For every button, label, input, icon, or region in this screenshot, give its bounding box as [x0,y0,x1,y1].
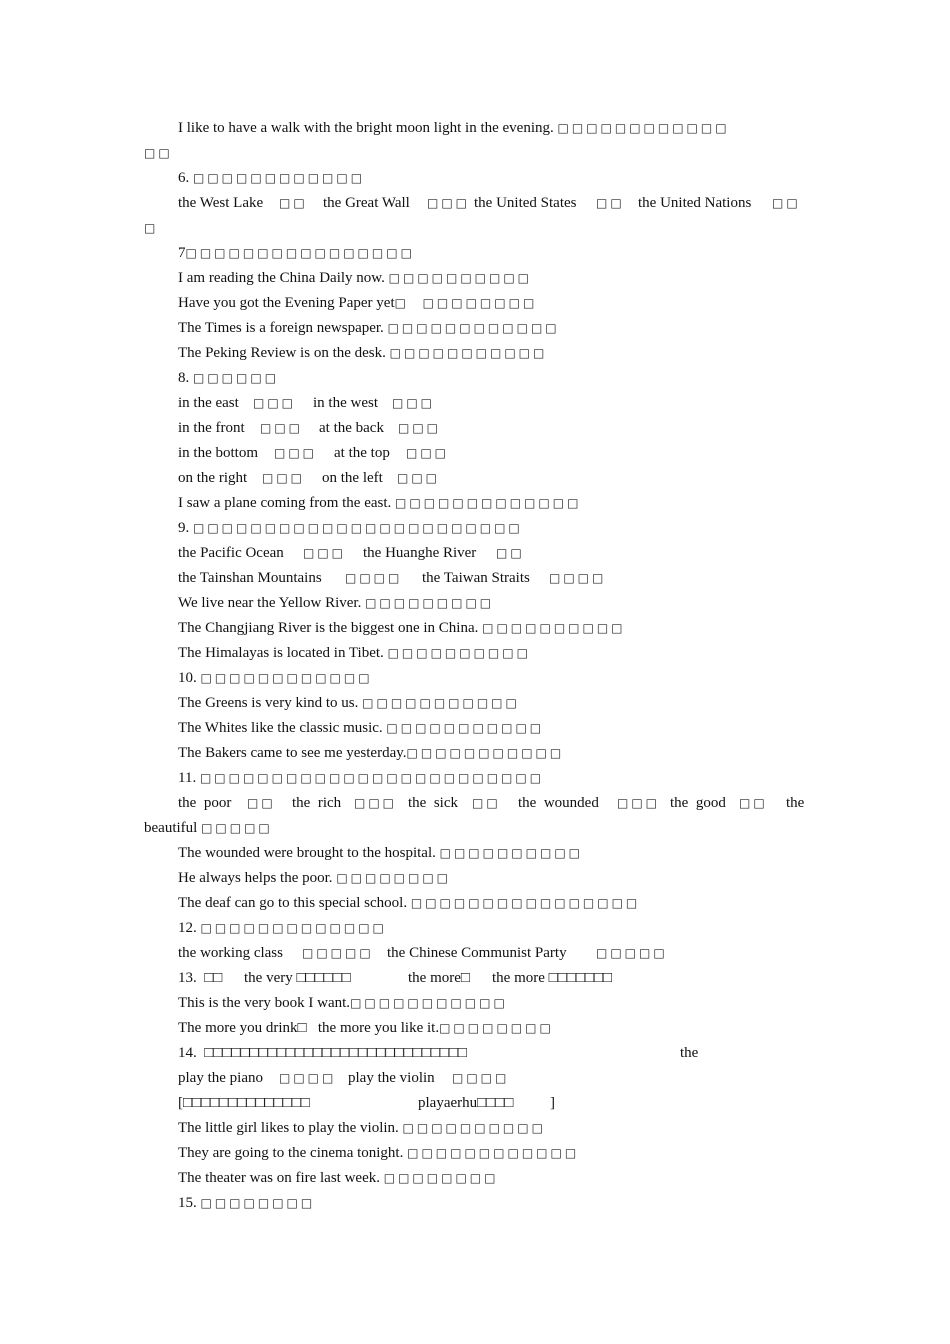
text-line: The little girl likes to play the violin. □□□□□□□□□□ [178,1120,546,1136]
text-line: 13. □□ the very □□□□□□ the more□ the more □□□□□□□ [178,970,613,986]
text-line: The Whites like the classic music. □□□□□□□□□□□ [178,720,545,736]
text-line: Have you got the Evening Paper yet□ □□□□□□□□ [178,295,538,311]
text-line: The theater was on fire last week. □□□□□□□□ [178,1170,499,1186]
text-line: the working class □□□□□ the Chinese Communist Party □□□□□ [178,945,668,961]
text-line: 9. □□□□□□□□□□□□□□□□□□□□□□□ [178,520,523,536]
text-line: The Greens is very kind to us. □□□□□□□□□□□ [178,695,520,711]
text-line: The Bakers came to see me yesterday.□□□□□□□□□□□ [178,745,565,761]
text-line: in the east □□□ in the west □□□ [178,395,436,411]
text-line: play the piano □□□□ play the violin □□□□ [178,1070,510,1086]
text-line: beautiful □□□□□ [144,820,273,836]
text-line: the Tainshan Mountains □□□□ the Taiwan Straits □□□□ [178,570,607,586]
text-line: 12. □□□□□□□□□□□□□ [178,920,387,936]
text-line: the Pacific Ocean □□□ the Huanghe River □□ [178,545,525,561]
text-line: The wounded were brought to the hospital. □□□□□□□□□□ [178,845,583,861]
text-line: I saw a plane coming from the east. □□□□□□□□□□□□□ [178,495,582,511]
text-line: The deaf can go to this special school. □□□□□□□□□□□□□□□□ [178,895,641,911]
text-line: The Himalayas is located in Tibet. □□□□□□□□□□ [178,645,531,661]
text-line: in the bottom □□□ at the top □□□ [178,445,450,461]
text-line: 11. □□□□□□□□□□□□□□□□□□□□□□□□ [178,770,545,786]
text-line: The Times is a foreign newspaper. □□□□□□□□□□□□ [178,320,560,336]
text-line: I am reading the China Daily now. □□□□□□□□□□ [178,270,533,286]
text-line: The more you drink□ the more you like it.□□□□□□□□ [178,1020,554,1036]
text-line: □□ [144,146,173,160]
text-line: [□□□□□□□□□□□□□□ playaerhu□□□□ ] [178,1095,555,1111]
text-line: The Changjiang River is the biggest one in China. □□□□□□□□□□ [178,620,626,636]
text-line: in the front □□□ at the back □□□ [178,420,442,436]
text-line: the poor □□ the rich □□□ the sick □□ the wounded □□□ the good □□ the [178,795,805,811]
text-line: 8. □□□□□□ [178,370,280,386]
text-line: This is the very book I want.□□□□□□□□□□□ [178,995,508,1011]
text-line: He always helps the poor. □□□□□□□□ [178,870,452,886]
text-line: I like to have a walk with the bright moon light in the evening. □□□□□□□□□□□□ [178,120,730,136]
text-line: 7□□□□□□□□□□□□□□□□ [178,245,415,261]
text-line: 15. □□□□□□□□ [178,1195,316,1211]
text-line: on the right □□□ on the left □□□ [178,470,441,486]
text-line: They are going to the cinema tonight. □□□□□□□□□□□□ [178,1145,580,1161]
text-line: 6. □□□□□□□□□□□□ [178,170,366,186]
text-line: □ [144,221,159,235]
text-line: The Peking Review is on the desk. □□□□□□□□□□□ [178,345,548,361]
text-line: 10. □□□□□□□□□□□□ [178,670,373,686]
text-line: We live near the Yellow River. □□□□□□□□□ [178,595,495,611]
text-line: 14. □□□□□□□□□□□□□□□□□□□□□□□□□□□□□ the [178,1045,699,1061]
text-line: the West Lake □□ the Great Wall □□□ the United States □□ the United Nations □□ [178,195,801,211]
